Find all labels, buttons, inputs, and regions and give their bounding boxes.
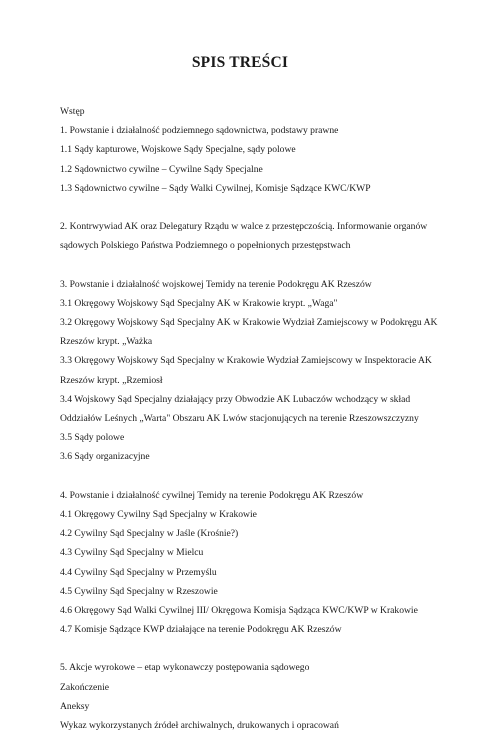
toc-entry-bibliography: Wykaz wykorzystanych źródeł archiwalnych, drukowanych i opracowań xyxy=(60,720,339,731)
toc-entry-3-1: 3.1 Okręgowy Wojskowy Sąd Specjalny AK w Krakowie krypt. „Waga" xyxy=(60,297,338,309)
toc-entry-conclusion: Zakończenie xyxy=(60,681,110,693)
toc-entry-4-3: 4.3 Cywilny Sąd Specjalny w Mielcu xyxy=(60,547,204,559)
toc-entry-1: 1. Powstanie i działalność podziemnego sądownictwa, podstawy prawne xyxy=(60,125,339,137)
section-gap xyxy=(60,198,460,217)
toc-entry-4-4: 4.4 Cywilny Sąd Specjalny w Przemyślu xyxy=(60,566,217,578)
toc-entry-3-5: 3.5 Sądy polowe xyxy=(60,432,125,444)
toc-entry-3-3-continued: Rzeszów krypt. „Rzemiosł xyxy=(60,374,163,386)
toc-entry-4: 4. Powstanie i działalność cywilnej Temidy na terenie Podokręgu AK Rzeszów xyxy=(60,489,364,501)
toc-entry-4-2: 4.2 Cywilny Sąd Specjalny w Jaśle (Krośnie?) xyxy=(60,528,239,540)
toc-entry-1-3: 1.3 Sądownictwo cywilne – Sądy Walki Cywilnej, Komisje Sądzące KWC/KWP xyxy=(60,182,371,194)
toc-entry-4-5: 4.5 Cywilny Sąd Specjalny w Rzeszowie xyxy=(60,585,218,597)
toc-entry-5: 5. Akcje wyrokowe – etap wykonawczy postępowania sądowego xyxy=(60,662,310,674)
page-title: SPIS TREŚCI xyxy=(191,54,289,71)
section-gap xyxy=(60,639,460,658)
toc-entry-intro: Wstęp xyxy=(60,106,85,117)
toc-entry-2: 2. Kontrwywiad AK oraz Delegatury Rządu w walce z przestępczością. Informowanie organów xyxy=(60,221,428,233)
toc-entry-3: 3. Powstanie i działalność wojskowej Temidy na terenie Podokręgu AK Rzeszów xyxy=(60,278,372,290)
toc-entry-4-1: 4.1 Okręgowy Cywilny Sąd Specjalny w Krakowie xyxy=(60,508,257,520)
table-of-contents xyxy=(60,102,460,735)
toc-entry-3-6: 3.6 Sądy organizacyjne xyxy=(60,451,150,463)
toc-entry-3-2: 3.2 Okręgowy Wojskowy Sąd Specjalny AK w Krakowie Wydział Zamiejscowy w Podokręgu AK xyxy=(60,317,438,329)
toc-entry-3-3: 3.3 Okręgowy Wojskowy Sąd Specjalny w Krakowie Wydział Zamiejscowy w Inspektoracie AK xyxy=(60,355,432,367)
toc-entry-4-6: 4.6 Okręgowy Sąd Walki Cywilnej III/ Okręgowa Komisja Sądząca KWC/KWP w Krakowie xyxy=(60,604,418,616)
toc-entry-3-2-continued: Rzeszów krypt. „Ważka xyxy=(60,336,153,348)
toc-entry-3-4-continued: Oddziałów Leśnych „Warta" Obszaru AK Lwów stacjonujących na terenie Rzeszowszczyzny xyxy=(60,413,419,424)
section-gap xyxy=(60,467,460,486)
toc-entry-4-7: 4.7 Komisje Sądzące KWP działające na terenie Podokręgu AK Rzeszów xyxy=(60,624,342,636)
section-gap xyxy=(60,256,460,275)
toc-entry-appendices: Aneksy xyxy=(60,700,90,712)
toc-entry-2-continued: sądowych Polskiego Państwa Podziemnego o popełnionych przestępstwach xyxy=(60,240,351,252)
toc-entry-1-2: 1.2 Sądownictwo cywilne – Cywilne Sądy Specjalne xyxy=(60,163,263,175)
toc-entry-3-4: 3.4 Wojskowy Sąd Specjalny działający przy Obwodzie AK Lubaczów wchodzący w skład xyxy=(60,393,411,405)
toc-entry-1-1: 1.1 Sądy kapturowe, Wojskowe Sądy Specjalne, sądy polowe xyxy=(60,144,296,156)
